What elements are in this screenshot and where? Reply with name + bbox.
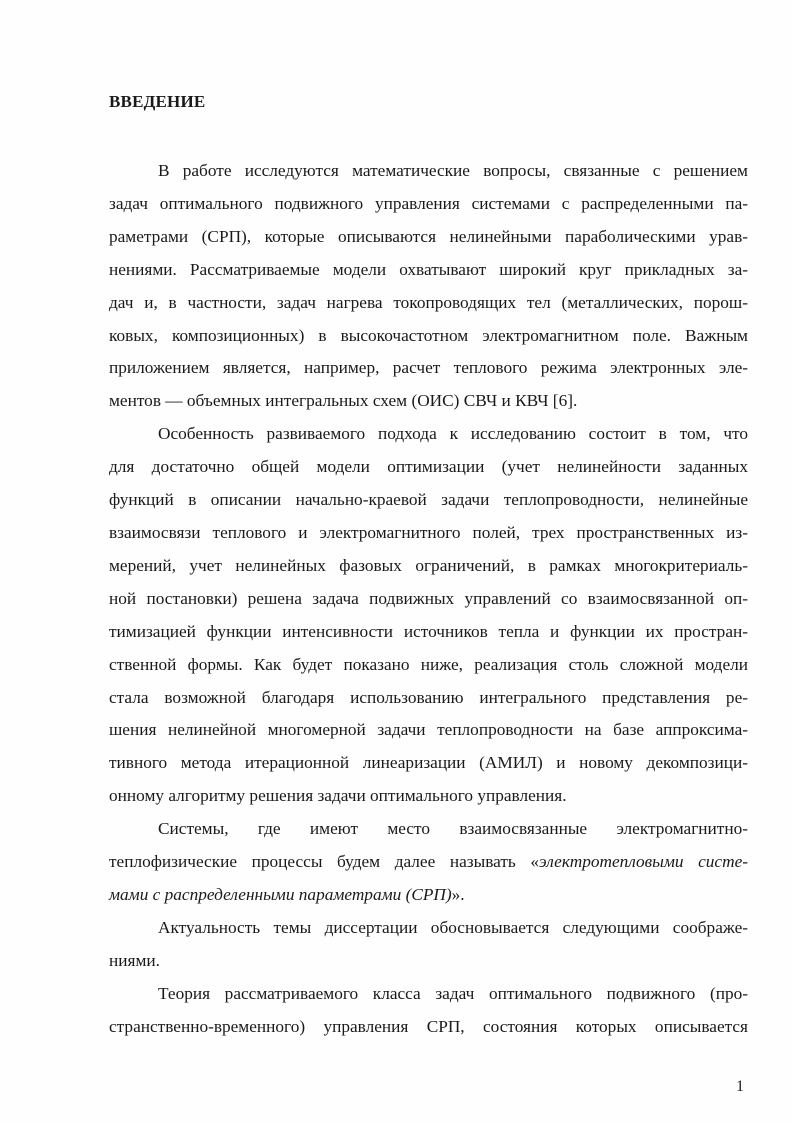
italic-term: электротепловыми систе- <box>539 852 748 872</box>
text-line: функций в описании начально-краевой задачи теплопроводности, нелинейные <box>109 490 748 510</box>
text-line: ственной формы. Как будет показано ниже, реализация столь сложной модели <box>109 654 748 674</box>
paragraph-1 <box>109 155 748 418</box>
italic-term: мами с распределенными параметрами (СРП) <box>109 884 452 904</box>
text-line: задач оптимального подвижного управления системами с распределенными па- <box>109 193 748 213</box>
text-line: ковых, композиционных) в высокочастотном электромагнитном поле. Важным <box>109 325 748 345</box>
text-line: Особенность развиваемого подхода к исследованию состоит в том, что <box>158 424 748 444</box>
text-run: теплофизические процессы будем далее называть « <box>109 852 540 872</box>
section-heading: ВВЕДЕНИЕ <box>109 92 206 111</box>
text-line: нениями. Рассматриваемые модели охватывают широкий круг прикладных за- <box>109 259 748 279</box>
text-line: тивного метода итерационной линеаризации (АМИЛ) и новому декомпозици- <box>109 753 748 773</box>
text-line: Актуальность темы диссертации обосновывается следующими соображе- <box>158 917 748 937</box>
text-line: онному алгоритму решения задачи оптимального управления. <box>109 786 567 806</box>
text-line <box>109 846 748 879</box>
paragraph-5 <box>109 978 748 1044</box>
text-line: странственно-временного) управления СРП, состояния которых описывается <box>109 1016 748 1036</box>
text-line: В работе исследуются математические вопросы, связанные с решением <box>158 161 748 180</box>
text-line: стала возможной благодаря использованию интегрального представления ре- <box>109 687 748 707</box>
page-number: 1 <box>736 1078 744 1095</box>
text-line: шения нелинейной многомерной задачи теплопроводности на базе аппроксима- <box>109 720 748 740</box>
text-line: тимизацией функции интенсивности источников тепла и функции их простран- <box>109 621 748 641</box>
text-line: взаимосвязи теплового и электромагнитного полей, трех пространственных из- <box>109 522 748 542</box>
text-line: мерений, учет нелинейных фазовых ограничений, в рамках многокритериаль- <box>109 555 748 575</box>
text-line: для достаточно общей модели оптимизации (учет нелинейности заданных <box>109 457 748 477</box>
body-text <box>109 155 748 1043</box>
paragraph-4 <box>109 912 748 978</box>
text-line <box>109 879 748 912</box>
text-line: раметрами (СРП), которые описываются нелинейными параболическими урав- <box>109 226 748 246</box>
text-line: ментов — объемных интегральных схем (ОИС) СВЧ и КВЧ [6]. <box>109 391 578 411</box>
paragraph-3 <box>109 813 748 912</box>
text-line: приложением является, например, расчет теплового режима электронных эле- <box>109 358 748 378</box>
text-line: Теория рассматриваемого класса задач оптимального подвижного (про- <box>158 983 748 1003</box>
text-line: ной постановки) решена задача подвижных управлений со взаимосвязанной оп- <box>109 588 748 608</box>
text-line: ниями. <box>109 950 160 970</box>
text-line: Системы, где имеют место взаимосвязанные электромагнитно- <box>158 819 748 839</box>
paragraph-2 <box>109 418 748 813</box>
text-run: ». <box>451 884 465 904</box>
text-line: дач и, в частности, задач нагрева токопроводящих тел (металлических, порош- <box>109 292 748 312</box>
